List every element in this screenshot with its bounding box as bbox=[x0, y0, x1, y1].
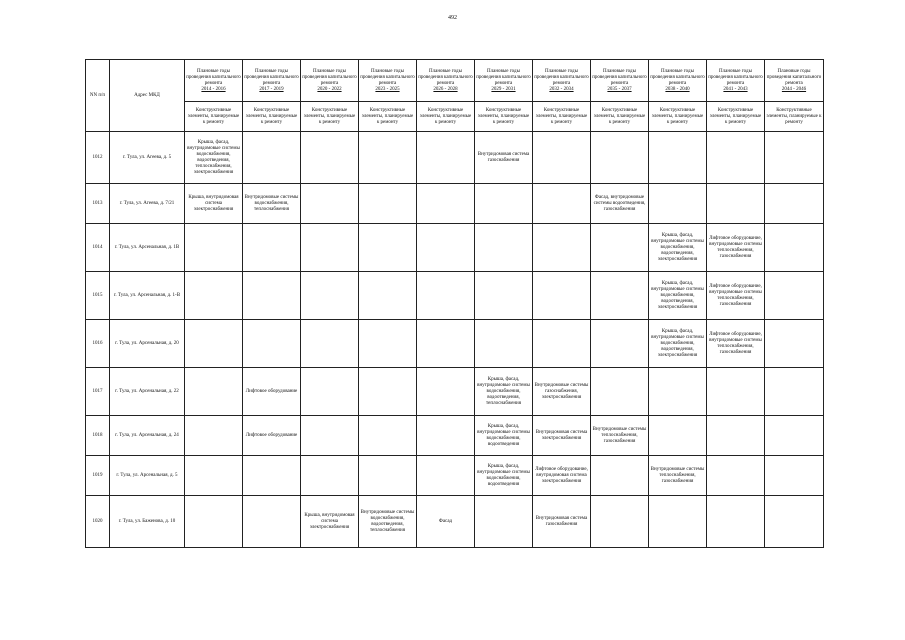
repair-cell bbox=[301, 272, 359, 320]
repair-cell bbox=[185, 456, 243, 496]
repair-cell: Крыша, фасад, внутридомовые системы водоснабжения, водоотведения, электроснабжения bbox=[649, 272, 707, 320]
header-subtitle: Конструктивные элементы, планируемые к ремонту bbox=[475, 102, 533, 132]
row-number: 1013 bbox=[86, 184, 110, 224]
repair-cell bbox=[301, 416, 359, 456]
repair-cell bbox=[359, 272, 417, 320]
header-period bbox=[707, 60, 765, 102]
repair-cell bbox=[649, 416, 707, 456]
repair-cell bbox=[359, 416, 417, 456]
table-row bbox=[86, 272, 824, 320]
repair-cell bbox=[185, 320, 243, 368]
table-row bbox=[86, 224, 824, 272]
repair-cell bbox=[301, 320, 359, 368]
header-period-years: 2026 - 2028 bbox=[433, 86, 458, 92]
repair-cell bbox=[649, 184, 707, 224]
header-period-years: 2014 - 2016 bbox=[201, 86, 226, 92]
repair-cell: Крыша, фасад, внутридомовые системы водоснабжения, водоотведения, электроснабжения bbox=[649, 320, 707, 368]
repair-cell: Крыша, фасад, внутридомовые системы водоснабжения, водоотведения bbox=[475, 416, 533, 456]
repair-cell bbox=[765, 320, 824, 368]
row-address: г. Тула, ул. Арсенальная, д. 1-В bbox=[110, 272, 185, 320]
header-subtitle: Конструктивные элементы, планируемые к ремонту bbox=[707, 102, 765, 132]
header-period-years: 2032 - 2034 bbox=[549, 86, 574, 92]
row-address: г. Тула, ул. Арсенальная, д. 22 bbox=[110, 368, 185, 416]
row-address: г. Тула, ул. Агеева, д. 7/21 bbox=[110, 184, 185, 224]
header-period-years: 2035 - 2037 bbox=[607, 86, 632, 92]
repair-cell: Фасад, внутридомовые системы водоотведения, газоснабжения bbox=[591, 184, 649, 224]
page-number: 492 bbox=[448, 15, 457, 21]
repair-cell bbox=[649, 132, 707, 184]
repair-cell bbox=[533, 224, 591, 272]
row-address: г. Тула, ул. Арсенальная, д. 24 bbox=[110, 416, 185, 456]
header-subtitle: Конструктивные элементы, планируемые к ремонту bbox=[591, 102, 649, 132]
repair-cell bbox=[649, 368, 707, 416]
header-period-label: Плановые годы проведения капитального ремонта bbox=[650, 68, 705, 86]
repair-cell bbox=[765, 416, 824, 456]
header-period bbox=[243, 60, 301, 102]
header-period-label: Плановые годы проведения капитального ремонта bbox=[186, 68, 241, 86]
repair-cell bbox=[591, 456, 649, 496]
repair-cell: Крыша, фасад, внутридомовые системы водоснабжения, водоотведения, теплоснабжения bbox=[475, 368, 533, 416]
header-period-label: Плановые годы проведения капитального ремонта bbox=[534, 68, 589, 86]
repair-cell bbox=[475, 272, 533, 320]
row-address: г. Тула, ул. Арсенальная, д. 20 bbox=[110, 320, 185, 368]
repair-cell bbox=[707, 496, 765, 548]
row-number: 1014 bbox=[86, 224, 110, 272]
header-period bbox=[417, 60, 475, 102]
repair-cell bbox=[707, 132, 765, 184]
repair-cell bbox=[417, 416, 475, 456]
row-address: г. Тула, ул. Арсенальная, д. 5 bbox=[110, 456, 185, 496]
repair-cell bbox=[591, 272, 649, 320]
repair-cell bbox=[417, 456, 475, 496]
repair-cell: Крыша, фасад, внутридомовые системы водоснабжения, водоотведения, электроснабжения bbox=[649, 224, 707, 272]
row-number: 1020 bbox=[86, 496, 110, 548]
repair-cell: Крыша, внутридомовая система электроснабжения bbox=[185, 184, 243, 224]
repair-cell bbox=[185, 272, 243, 320]
repair-cell bbox=[591, 320, 649, 368]
repair-cell bbox=[765, 224, 824, 272]
row-number: 1012 bbox=[86, 132, 110, 184]
repair-cell: Лифтовое оборудование bbox=[243, 416, 301, 456]
table-row bbox=[86, 184, 824, 224]
repair-cell bbox=[707, 184, 765, 224]
header-subtitle: Конструктивные элементы, планируемые к ремонту bbox=[359, 102, 417, 132]
repair-cell: Внутридомовые системы водоснабжения, водоотведения, теплоснабжения bbox=[359, 496, 417, 548]
header-period-years: 2038 - 2040 bbox=[665, 86, 690, 92]
repair-cell bbox=[185, 224, 243, 272]
repair-cell bbox=[301, 224, 359, 272]
header-subtitle: Конструктивные элементы, планируемые к ремонту bbox=[649, 102, 707, 132]
repair-cell: Внутридомовая система электроснабжения bbox=[533, 416, 591, 456]
repair-cell: Внутридомовые системы теплоснабжения, газоснабжения bbox=[649, 456, 707, 496]
header-period-label: Плановые годы проведения капитального ремонта bbox=[244, 68, 299, 86]
repair-cell bbox=[533, 272, 591, 320]
repair-cell bbox=[243, 132, 301, 184]
repair-cell bbox=[591, 368, 649, 416]
header-period bbox=[765, 60, 824, 102]
header-period-label: Плановые годы проведения капитального ремонта bbox=[708, 68, 763, 86]
repair-cell bbox=[707, 368, 765, 416]
table-row bbox=[86, 368, 824, 416]
header-period-years: 2029 - 2031 bbox=[491, 86, 516, 92]
header-period-years: 2041 - 2043 bbox=[723, 86, 748, 92]
repair-cell bbox=[765, 184, 824, 224]
header-period-label: Плановые годы проведения капитального ремонта bbox=[592, 68, 647, 86]
repair-cell bbox=[765, 132, 824, 184]
repair-cell bbox=[475, 184, 533, 224]
repair-cell bbox=[359, 132, 417, 184]
header-nn: NN п/п bbox=[86, 60, 110, 132]
repair-cell bbox=[591, 496, 649, 548]
repair-cell bbox=[475, 496, 533, 548]
repair-cell: Лифтовое оборудование, внутридомовые системы теплоснабжения, газоснабжения bbox=[707, 320, 765, 368]
repair-cell: Внутридомовые системы газоснабжения, электроснабжения bbox=[533, 368, 591, 416]
header-period-label: Плановые годы проведения капитального ремонта bbox=[476, 68, 531, 86]
header-period-years: 2017 - 2019 bbox=[259, 86, 284, 92]
header-period-years: 2023 - 2025 bbox=[375, 86, 400, 92]
header-period-label: Плановые годы проведения капитального ремонта bbox=[360, 68, 415, 86]
header-period bbox=[359, 60, 417, 102]
header-subtitle: Конструктивные элементы, планируемые к ремонту bbox=[301, 102, 359, 132]
repair-cell bbox=[301, 368, 359, 416]
repair-cell bbox=[765, 272, 824, 320]
row-number: 1017 bbox=[86, 368, 110, 416]
table-row bbox=[86, 320, 824, 368]
repair-cell: Внутридомовые системы теплоснабжения, газоснабжения bbox=[591, 416, 649, 456]
repair-cell: Фасад bbox=[417, 496, 475, 548]
repair-cell bbox=[765, 496, 824, 548]
repair-cell: Лифтовое оборудование, внутридомовые системы теплоснабжения, газоснабжения bbox=[707, 224, 765, 272]
repair-cell bbox=[243, 496, 301, 548]
repair-cell bbox=[533, 320, 591, 368]
row-number: 1018 bbox=[86, 416, 110, 456]
repair-cell bbox=[591, 224, 649, 272]
header-subtitle: Конструктивные элементы, планируемые к ремонту bbox=[243, 102, 301, 132]
repair-cell bbox=[243, 456, 301, 496]
repair-cell bbox=[359, 320, 417, 368]
row-number: 1016 bbox=[86, 320, 110, 368]
repair-cell bbox=[301, 132, 359, 184]
header-period-label: Плановые годы проведения капитального ремонта bbox=[766, 68, 822, 86]
header-subtitle: Конструктивные элементы, планируемые к ремонту bbox=[533, 102, 591, 132]
row-address: г. Тула, ул. Агеева, д. 5 bbox=[110, 132, 185, 184]
repair-cell bbox=[185, 416, 243, 456]
repair-cell bbox=[707, 416, 765, 456]
header-period bbox=[301, 60, 359, 102]
header-subtitle: Конструктивные элементы, планируемые к ремонту bbox=[765, 102, 824, 132]
repair-cell bbox=[417, 272, 475, 320]
header-subtitle: Конструктивные элементы, планируемые к ремонту bbox=[417, 102, 475, 132]
repair-cell bbox=[185, 496, 243, 548]
repair-cell bbox=[765, 456, 824, 496]
row-address: г. Тула, ул. Баженова, д. 10 bbox=[110, 496, 185, 548]
repair-cell bbox=[243, 320, 301, 368]
header-period-years: 2020 - 2022 bbox=[317, 86, 342, 92]
header-period bbox=[591, 60, 649, 102]
repair-cell: Внутридомовые системы водоснабжения, теплоснабжения bbox=[243, 184, 301, 224]
repair-cell: Внутридомовая система газоснабжения bbox=[533, 496, 591, 548]
repair-cell bbox=[417, 224, 475, 272]
header-period bbox=[475, 60, 533, 102]
repair-cell bbox=[707, 456, 765, 496]
repair-cell bbox=[417, 320, 475, 368]
table-row bbox=[86, 416, 824, 456]
repair-cell: Лифтовое оборудование, внутридомовая система электроснабжения bbox=[533, 456, 591, 496]
repair-cell bbox=[359, 184, 417, 224]
repair-cell bbox=[359, 368, 417, 416]
repair-cell: Внутридомовая система газоснабжения bbox=[475, 132, 533, 184]
row-number: 1015 bbox=[86, 272, 110, 320]
capital-repair-table bbox=[85, 59, 824, 548]
table-row bbox=[86, 456, 824, 496]
repair-cell: Лифтовое оборудование, внутридомовые системы теплоснабжения, газоснабжения bbox=[707, 272, 765, 320]
header-period bbox=[649, 60, 707, 102]
repair-cell: Крыша, внутридомовая система электроснабжения bbox=[301, 496, 359, 548]
header-subtitle: Конструктивные элементы, планируемые к ремонту bbox=[185, 102, 243, 132]
repair-cell: Крыша, фасад, внутридомовые системы водоснабжения, водоотведения, теплоснабжения, электроснабжения bbox=[185, 132, 243, 184]
repair-cell bbox=[301, 456, 359, 496]
repair-cell: Лифтовое оборудование bbox=[243, 368, 301, 416]
repair-cell bbox=[417, 184, 475, 224]
repair-cell bbox=[765, 368, 824, 416]
header-period-label: Плановые годы проведения капитального ремонта bbox=[302, 68, 357, 86]
table-row bbox=[86, 132, 824, 184]
repair-cell bbox=[475, 224, 533, 272]
repair-cell bbox=[475, 320, 533, 368]
header-address: Адрес МКД bbox=[110, 60, 185, 132]
header-period-years: 2044 - 2046 bbox=[781, 86, 807, 92]
repair-cell bbox=[301, 184, 359, 224]
row-address: г. Тула, ул. Арсенальная, д. 1В bbox=[110, 224, 185, 272]
repair-cell bbox=[417, 132, 475, 184]
header-period bbox=[185, 60, 243, 102]
repair-cell bbox=[359, 224, 417, 272]
header-period-label: Плановые годы проведения капитального ремонта bbox=[418, 68, 473, 86]
repair-cell: Крыша, фасад, внутридомовые системы водоснабжения, водоотведения bbox=[475, 456, 533, 496]
repair-cell bbox=[185, 368, 243, 416]
header-period bbox=[533, 60, 591, 102]
repair-cell bbox=[591, 132, 649, 184]
repair-cell bbox=[417, 368, 475, 416]
repair-cell bbox=[359, 456, 417, 496]
table-row bbox=[86, 496, 824, 548]
repair-cell bbox=[243, 224, 301, 272]
repair-cell bbox=[243, 272, 301, 320]
row-number: 1019 bbox=[86, 456, 110, 496]
repair-cell bbox=[533, 132, 591, 184]
repair-cell bbox=[649, 496, 707, 548]
repair-cell bbox=[533, 184, 591, 224]
